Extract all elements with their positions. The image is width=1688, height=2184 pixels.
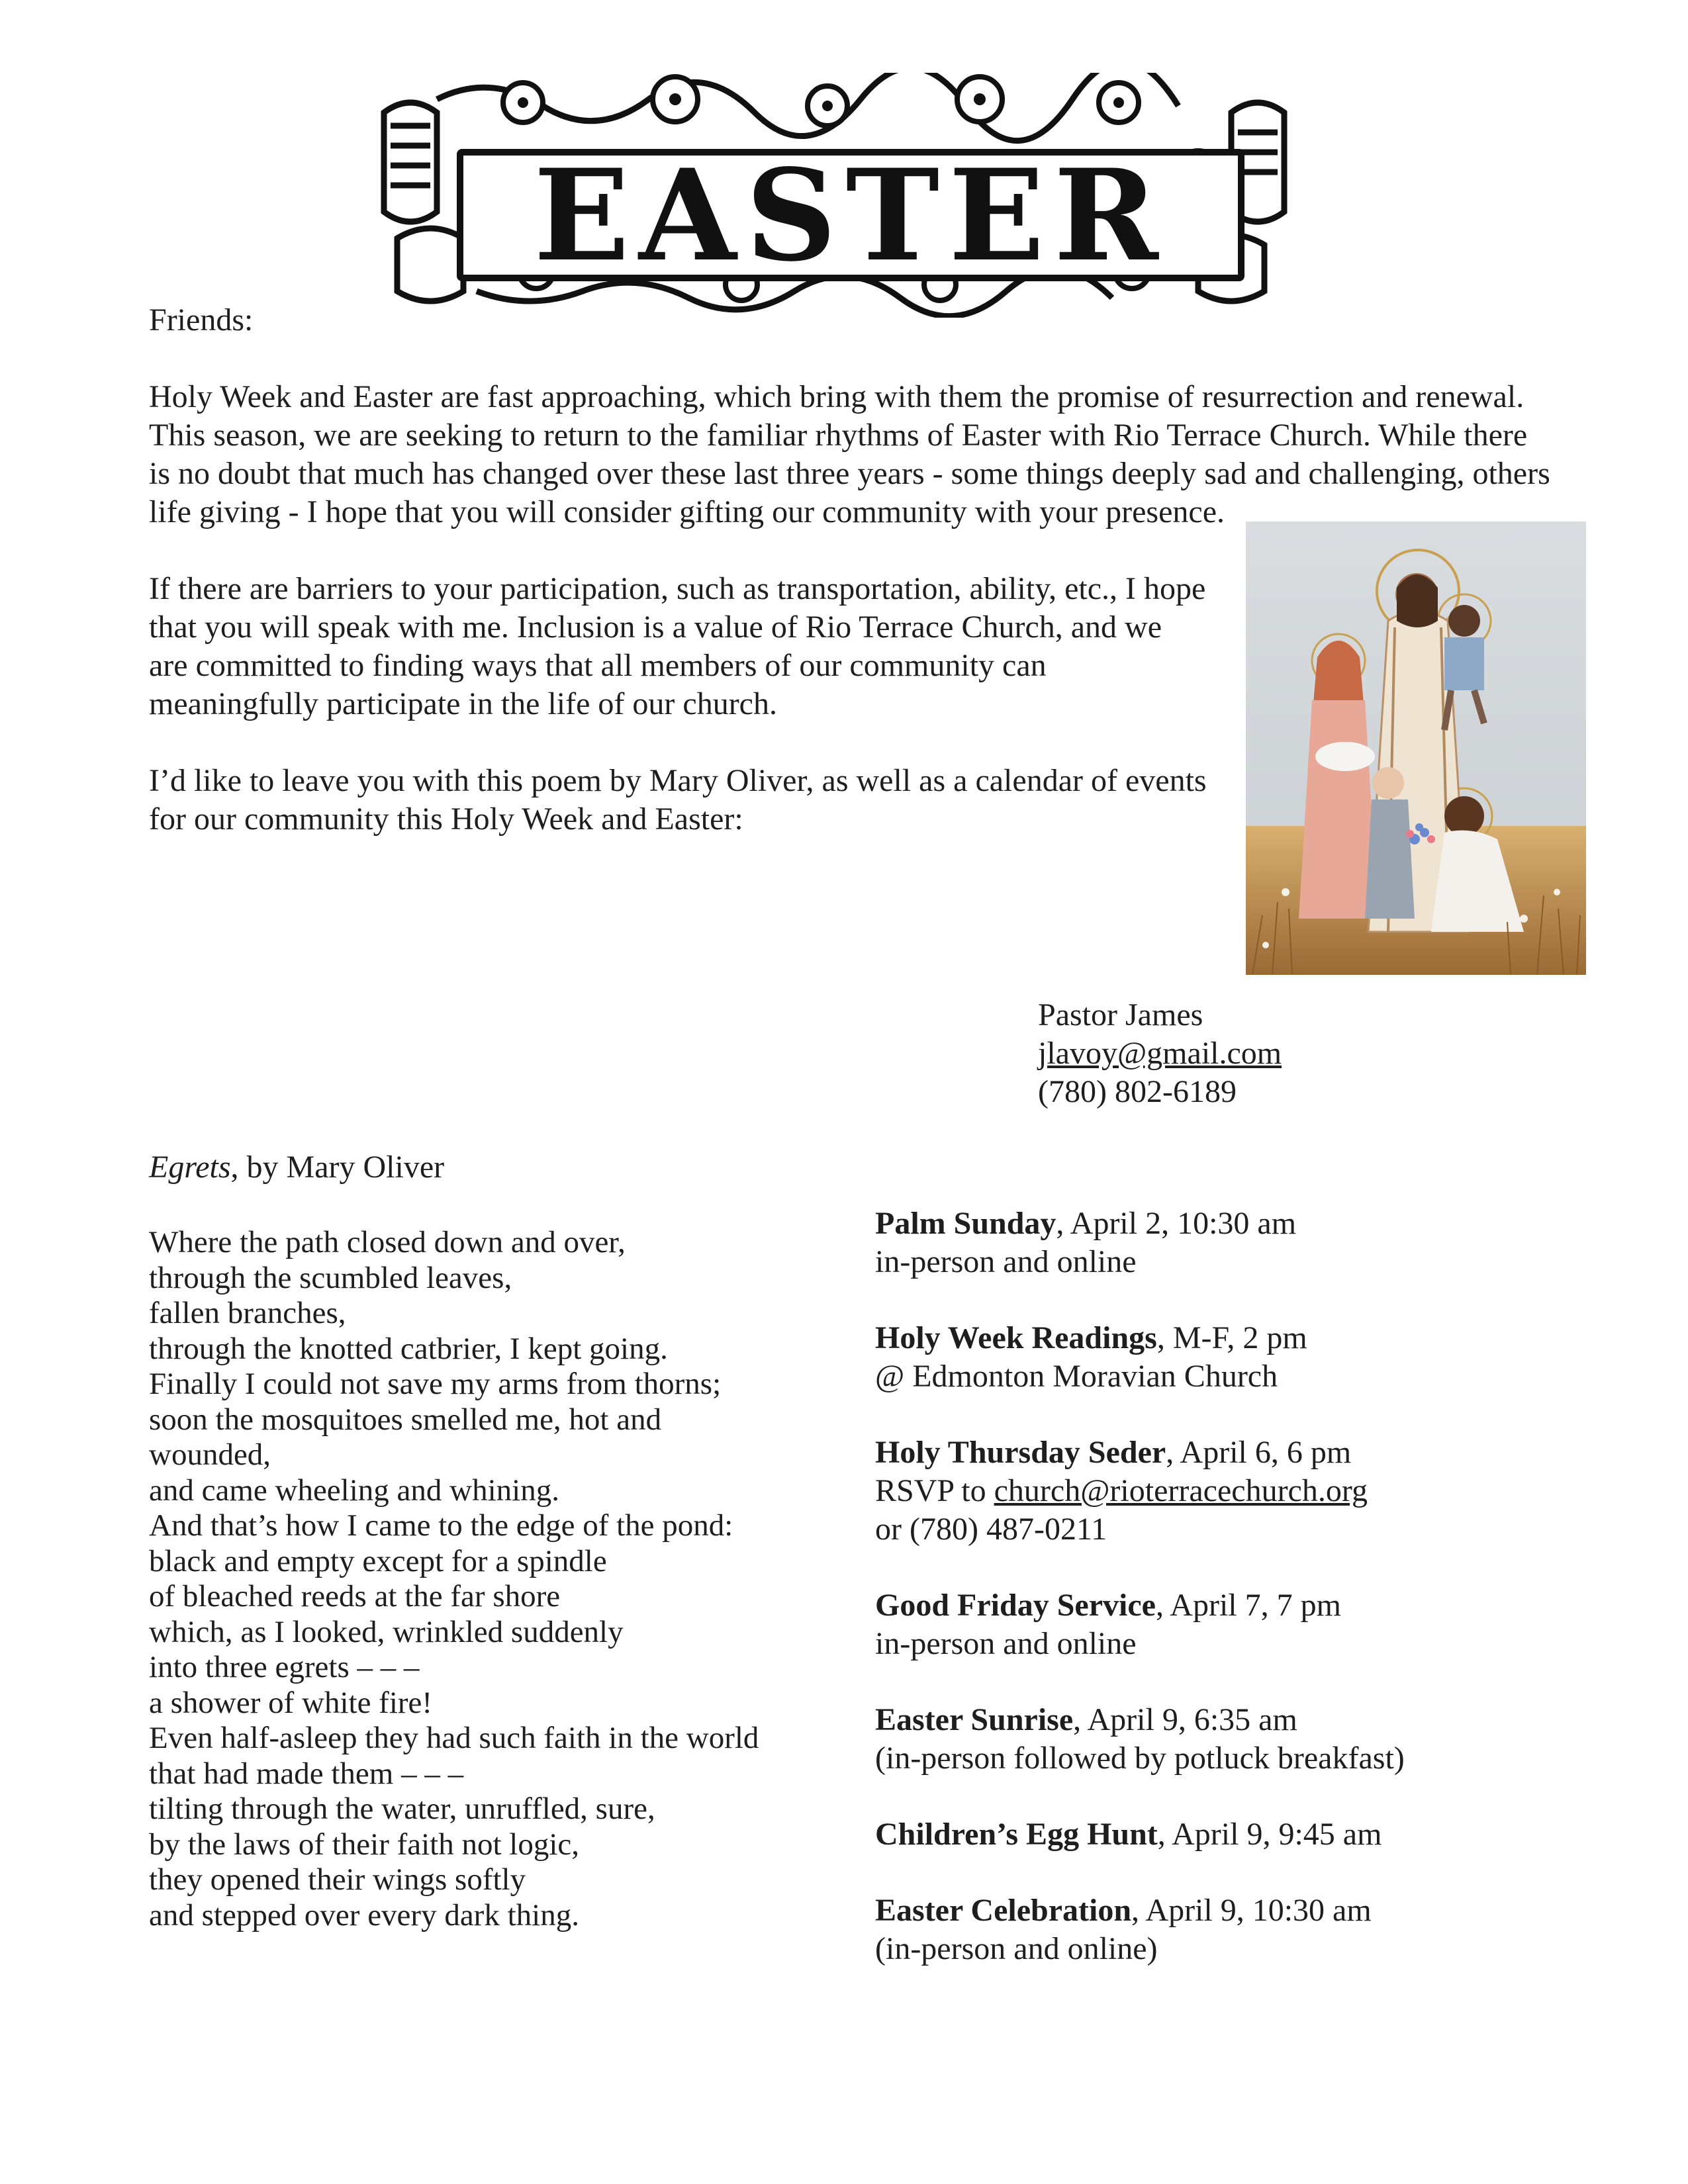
- poem-line: through the scumbled leaves,: [149, 1260, 512, 1295]
- event-holy-week-readings: [875, 1319, 1636, 1396]
- poem-line: by the laws of their faith not logic,: [149, 1827, 580, 1862]
- poem-lines: [149, 1225, 864, 1933]
- poem-line: through the knotted catbrier, I kept going.: [149, 1331, 668, 1366]
- poem-line: a shower of white fire!: [149, 1685, 433, 1720]
- event-good-friday: [875, 1586, 1636, 1663]
- event-note: @ Edmonton Moravian Church: [875, 1359, 1278, 1394]
- rsvp-prefix: RSVP to: [875, 1473, 994, 1508]
- events-calendar: [875, 1205, 1636, 2006]
- pastor-email-link[interactable]: jlavoy@gmail.com: [1038, 1036, 1282, 1071]
- poem: [149, 1148, 864, 1933]
- event-detail: , M-F, 2 pm: [1156, 1320, 1307, 1355]
- poem-line: Where the path closed down and over,: [149, 1225, 626, 1259]
- event-name: Holy Thursday Seder: [875, 1435, 1166, 1470]
- banner-title: EASTER: [534, 141, 1168, 289]
- event-name: Palm Sunday: [875, 1206, 1056, 1241]
- holy-family-painting: [1246, 522, 1586, 975]
- event-detail: , April 9, 9:45 am: [1157, 1817, 1382, 1852]
- rsvp-phone: or (780) 487-0211: [875, 1512, 1107, 1547]
- poem-line: And that’s how I came to the edge of the pond:: [149, 1508, 733, 1543]
- event-note: (in-person followed by potluck breakfast): [875, 1741, 1405, 1776]
- poem-line: Finally I could not save my arms from thorns;: [149, 1367, 722, 1401]
- poem-line: of bleached reeds at the far shore: [149, 1579, 561, 1614]
- event-name: Good Friday Service: [875, 1588, 1156, 1623]
- poem-title: Egrets: [149, 1150, 231, 1185]
- event-holy-thursday-seder: [875, 1433, 1636, 1549]
- poem-line: into three egrets – – –: [149, 1650, 420, 1684]
- event-note: in-person and online: [875, 1244, 1137, 1279]
- event-detail: , April 6, 6 pm: [1166, 1435, 1352, 1470]
- pastor-phone: (780) 802-6189: [1038, 1074, 1237, 1109]
- poem-line: Even half-asleep they had such faith in the world: [149, 1721, 759, 1755]
- poem-line: wounded,: [149, 1437, 271, 1472]
- poem-line: which, as I looked, wrinkled suddenly: [149, 1614, 624, 1649]
- salutation: Friends:: [149, 302, 254, 338]
- poem-line: fallen branches,: [149, 1296, 346, 1330]
- event-easter-celebration: [875, 1891, 1636, 1968]
- event-detail: , April 9, 10:30 am: [1131, 1893, 1372, 1928]
- event-easter-sunrise: [875, 1701, 1636, 1778]
- poem-line: black and empty except for a spindle: [149, 1543, 607, 1578]
- signature-block: [1038, 996, 1282, 1111]
- event-childrens-egg-hunt: [875, 1815, 1636, 1854]
- letter-paragraph-3: I’d like to leave you with this poem by Mary Oliver, as well as a calendar of events for our community this Holy Week and Easter:: [149, 763, 1207, 837]
- event-note: in-person and online: [875, 1626, 1137, 1661]
- poem-line: soon the mosquitoes smelled me, hot and: [149, 1402, 662, 1437]
- event-name: Easter Sunrise: [875, 1702, 1074, 1737]
- event-detail: , April 7, 7 pm: [1155, 1588, 1341, 1623]
- poem-line: and stepped over every dark thing.: [149, 1897, 579, 1933]
- letter-paragraph-2: If there are barriers to your participation, such as transportation, ability, etc., I hope that you will speak with me. Inclusion is a value of Rio Terrace Church, and we are committed to finding ways that all members of our community can meaningfully participate in the life of our church.: [149, 571, 1206, 721]
- poem-byline: , by Mary Oliver: [230, 1150, 445, 1185]
- poem-line: tilting through the water, unruffled, sure,: [149, 1792, 655, 1826]
- poem-line: and came wheeling and whining.: [149, 1473, 559, 1508]
- poem-heading: [149, 1148, 864, 1187]
- event-palm-sunday: [875, 1205, 1636, 1281]
- event-note: (in-person and online): [875, 1931, 1158, 1966]
- poem-line: that had made them – – –: [149, 1756, 464, 1791]
- event-name: Easter Celebration: [875, 1893, 1132, 1928]
- event-detail: , April 9, 6:35 am: [1073, 1702, 1297, 1737]
- event-detail: , April 2, 10:30 am: [1056, 1206, 1297, 1241]
- rsvp-email-link[interactable]: church@rioterracechurch.org: [994, 1473, 1368, 1508]
- easter-banner: [371, 73, 1311, 318]
- event-name: Holy Week Readings: [875, 1320, 1157, 1355]
- poem-line: they opened their wings softly: [149, 1862, 526, 1897]
- event-name: Children’s Egg Hunt: [875, 1817, 1158, 1852]
- letter-paragraph-1: Holy Week and Easter are fast approaching, which bring with them the promise of resurrection and renewal. This season, we are seeking to return to the familiar rhythms of Easter with Rio Terrace Church. While there is no doubt that much has changed over these last three years - some things deeply sad and challenging, others life giving - I hope that you will consider gifting our community with your presence.: [149, 379, 1550, 529]
- pastor-name: Pastor James: [1038, 997, 1203, 1032]
- painting-illustration: [1246, 522, 1586, 975]
